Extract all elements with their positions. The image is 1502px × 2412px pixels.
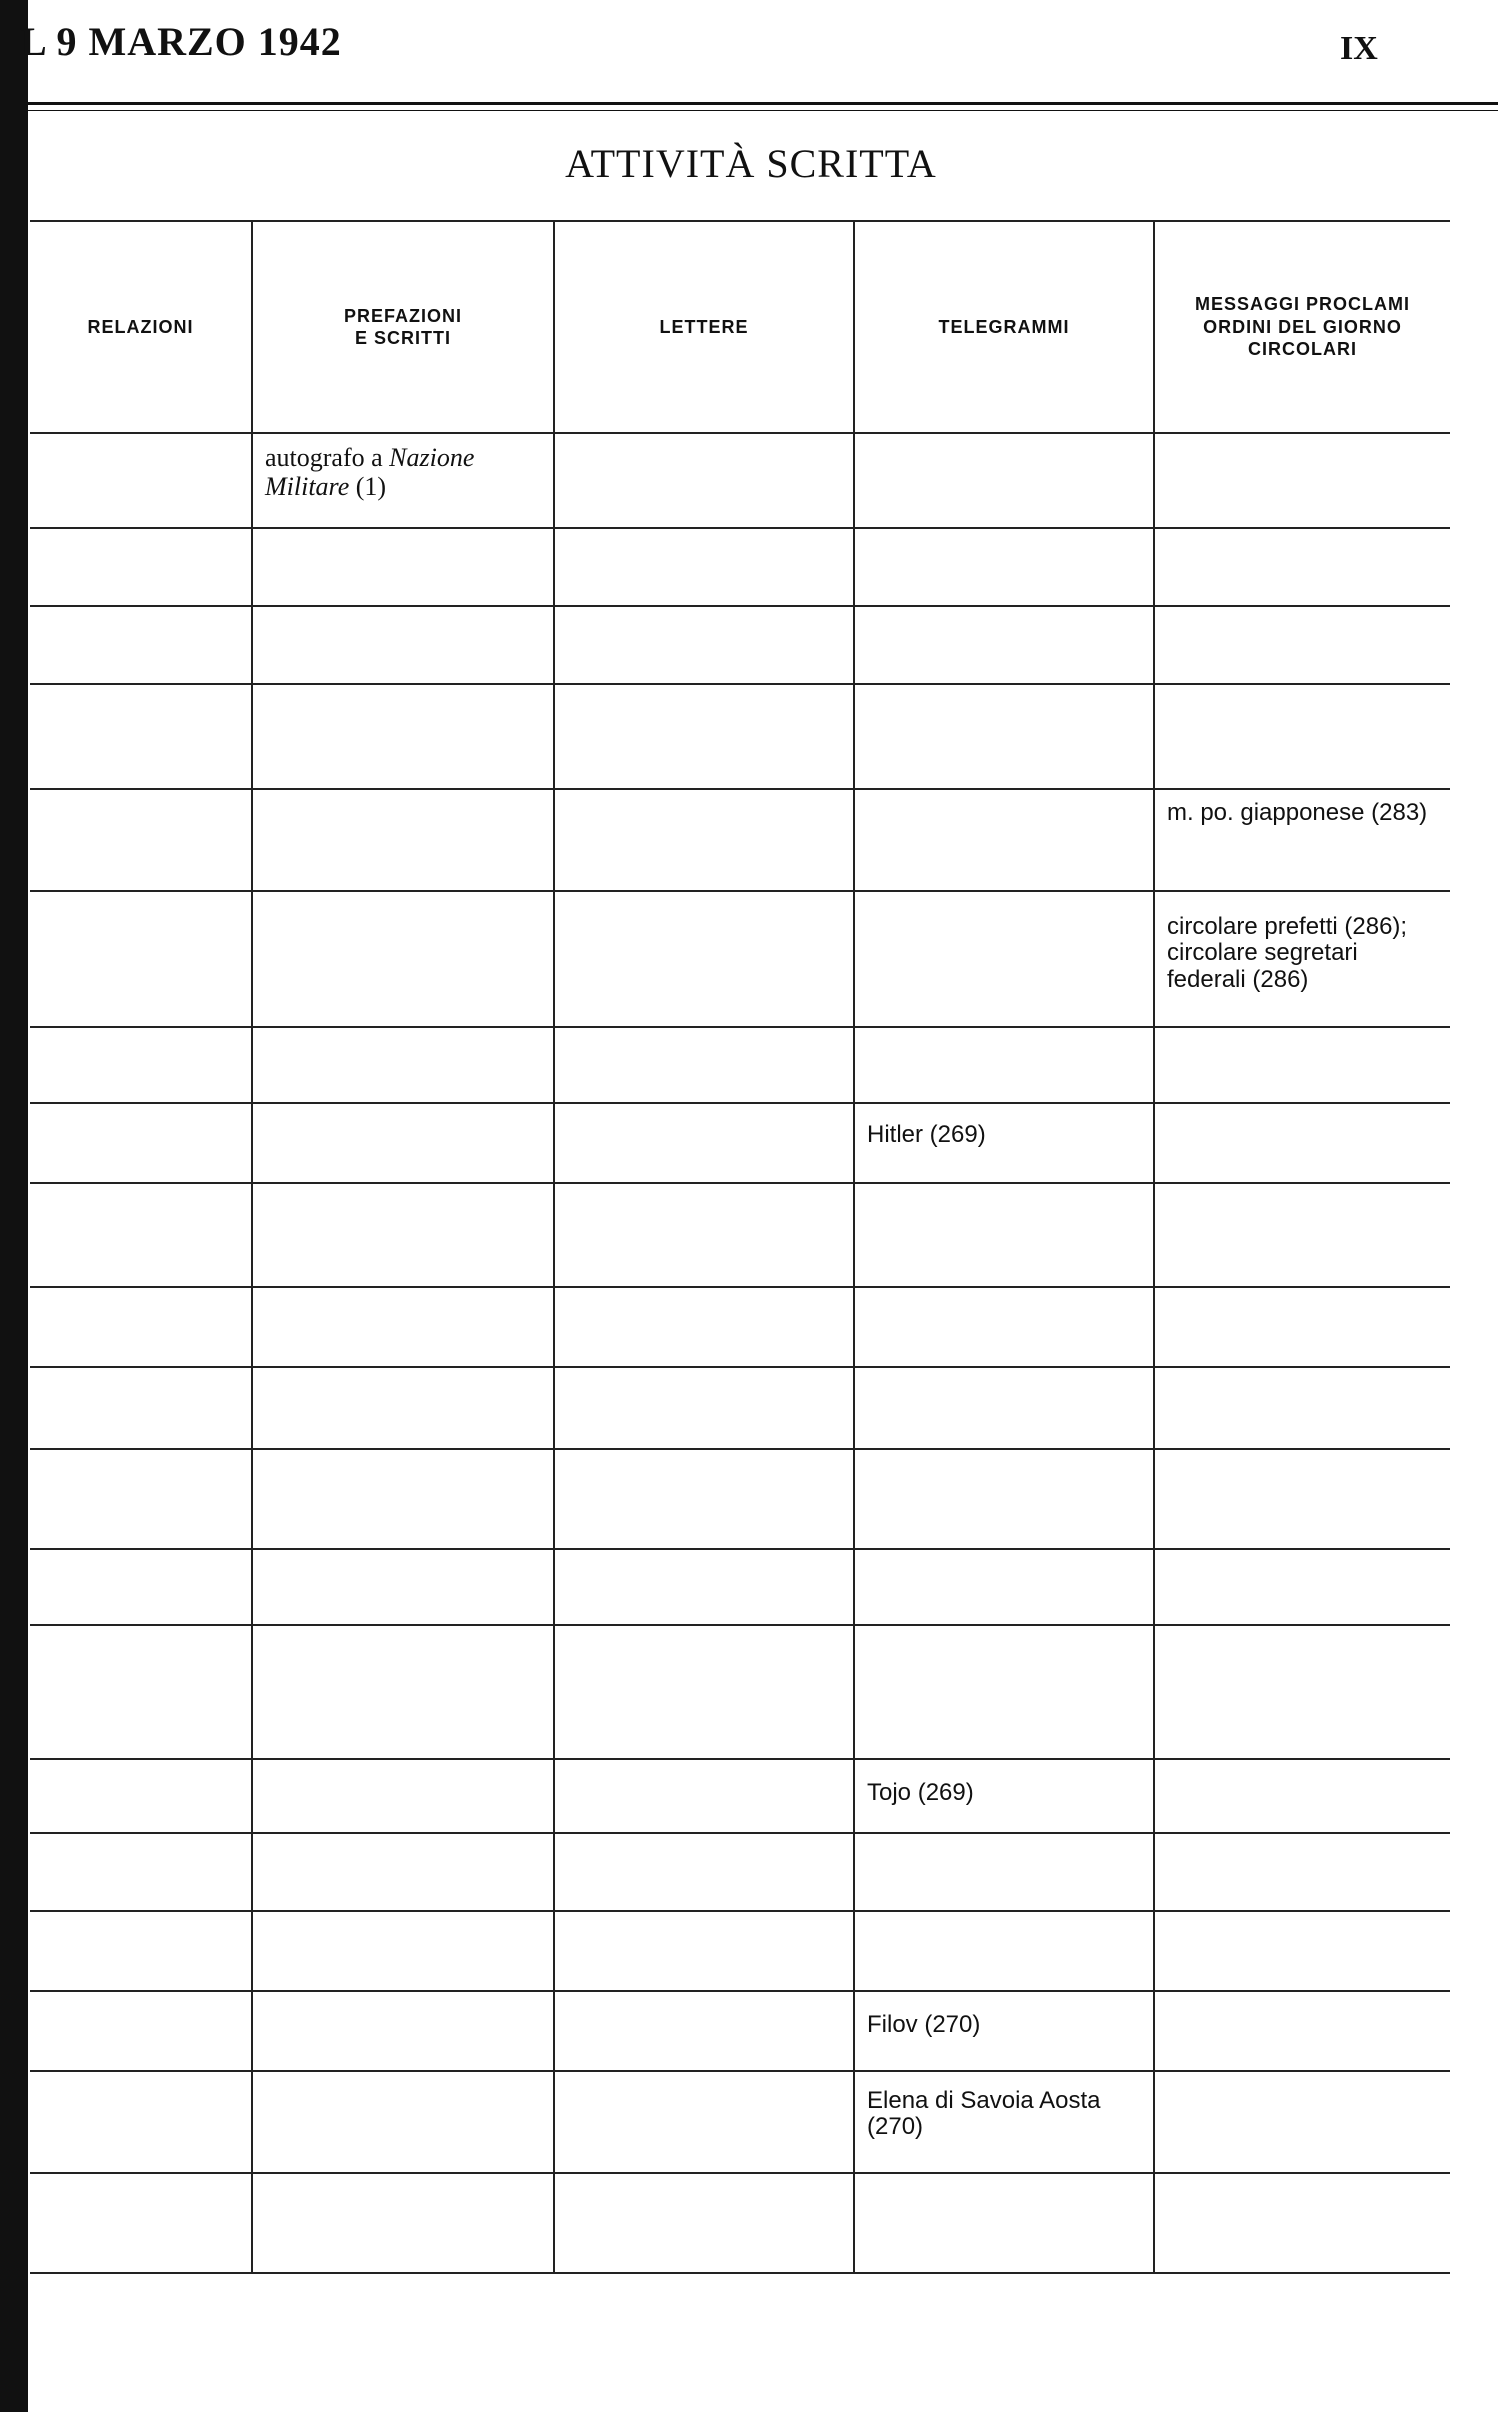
table-row bbox=[30, 1449, 1450, 1549]
activity-table bbox=[30, 220, 1450, 2274]
header-rule-thin bbox=[28, 110, 1498, 111]
table-row bbox=[30, 2071, 1450, 2173]
column-header-prefazioni bbox=[252, 221, 554, 433]
table-row bbox=[30, 1759, 1450, 1833]
table-row bbox=[30, 606, 1450, 684]
table-row bbox=[30, 1991, 1450, 2071]
table-header-row bbox=[30, 221, 1450, 433]
table-row bbox=[30, 789, 1450, 891]
header-rule bbox=[28, 102, 1498, 105]
page-title: ATTIVITÀ SCRITTA bbox=[565, 141, 937, 186]
page-number: IX bbox=[1340, 30, 1378, 67]
table-row bbox=[30, 2173, 1450, 2273]
entry-telegramma-filov: Filov (270) bbox=[867, 2011, 981, 2038]
entry-circolari: circolare prefetti (286); circolare segretari federali (286) bbox=[1167, 913, 1408, 993]
table-row bbox=[30, 433, 1450, 528]
entry-messaggio-giapponese: m. po. giapponese (283) bbox=[1167, 799, 1428, 826]
column-header-messaggi-label: MESSAGGI PROCLAMI ORDINI DEL GIORNO CIRCOLARI bbox=[1194, 294, 1410, 360]
entry-autografo: autografo a Nazione Militare (1) bbox=[265, 443, 475, 501]
table-row bbox=[30, 1833, 1450, 1911]
table-row bbox=[30, 1367, 1450, 1449]
column-header-relazioni: RELAZIONI bbox=[30, 221, 252, 433]
table-row bbox=[30, 1103, 1450, 1183]
table-row bbox=[30, 1287, 1450, 1367]
column-header-messaggi bbox=[1154, 221, 1450, 433]
table-row bbox=[30, 1549, 1450, 1625]
entry-telegramma-elena: Elena di Savoia Aosta (270) bbox=[867, 2087, 1101, 2141]
page-binding-edge bbox=[0, 0, 28, 2412]
table-row bbox=[30, 1183, 1450, 1287]
column-header-lettere: LETTERE bbox=[554, 221, 854, 433]
entry-telegramma-tojo: Tojo (269) bbox=[867, 1779, 974, 1806]
column-header-telegrammi: TELEGRAMMI bbox=[854, 221, 1154, 433]
table-row bbox=[30, 684, 1450, 789]
table-row bbox=[30, 1027, 1450, 1103]
table-row bbox=[30, 1625, 1450, 1759]
table-row bbox=[30, 1911, 1450, 1991]
column-header-prefazioni-label: PREFAZIONI E SCRITTI bbox=[343, 305, 462, 348]
running-head-date: L 9 MARZO 1942 bbox=[20, 19, 342, 64]
table-row bbox=[30, 528, 1450, 606]
table-row bbox=[30, 891, 1450, 1027]
entry-telegramma-hitler: Hitler (269) bbox=[867, 1121, 986, 1148]
